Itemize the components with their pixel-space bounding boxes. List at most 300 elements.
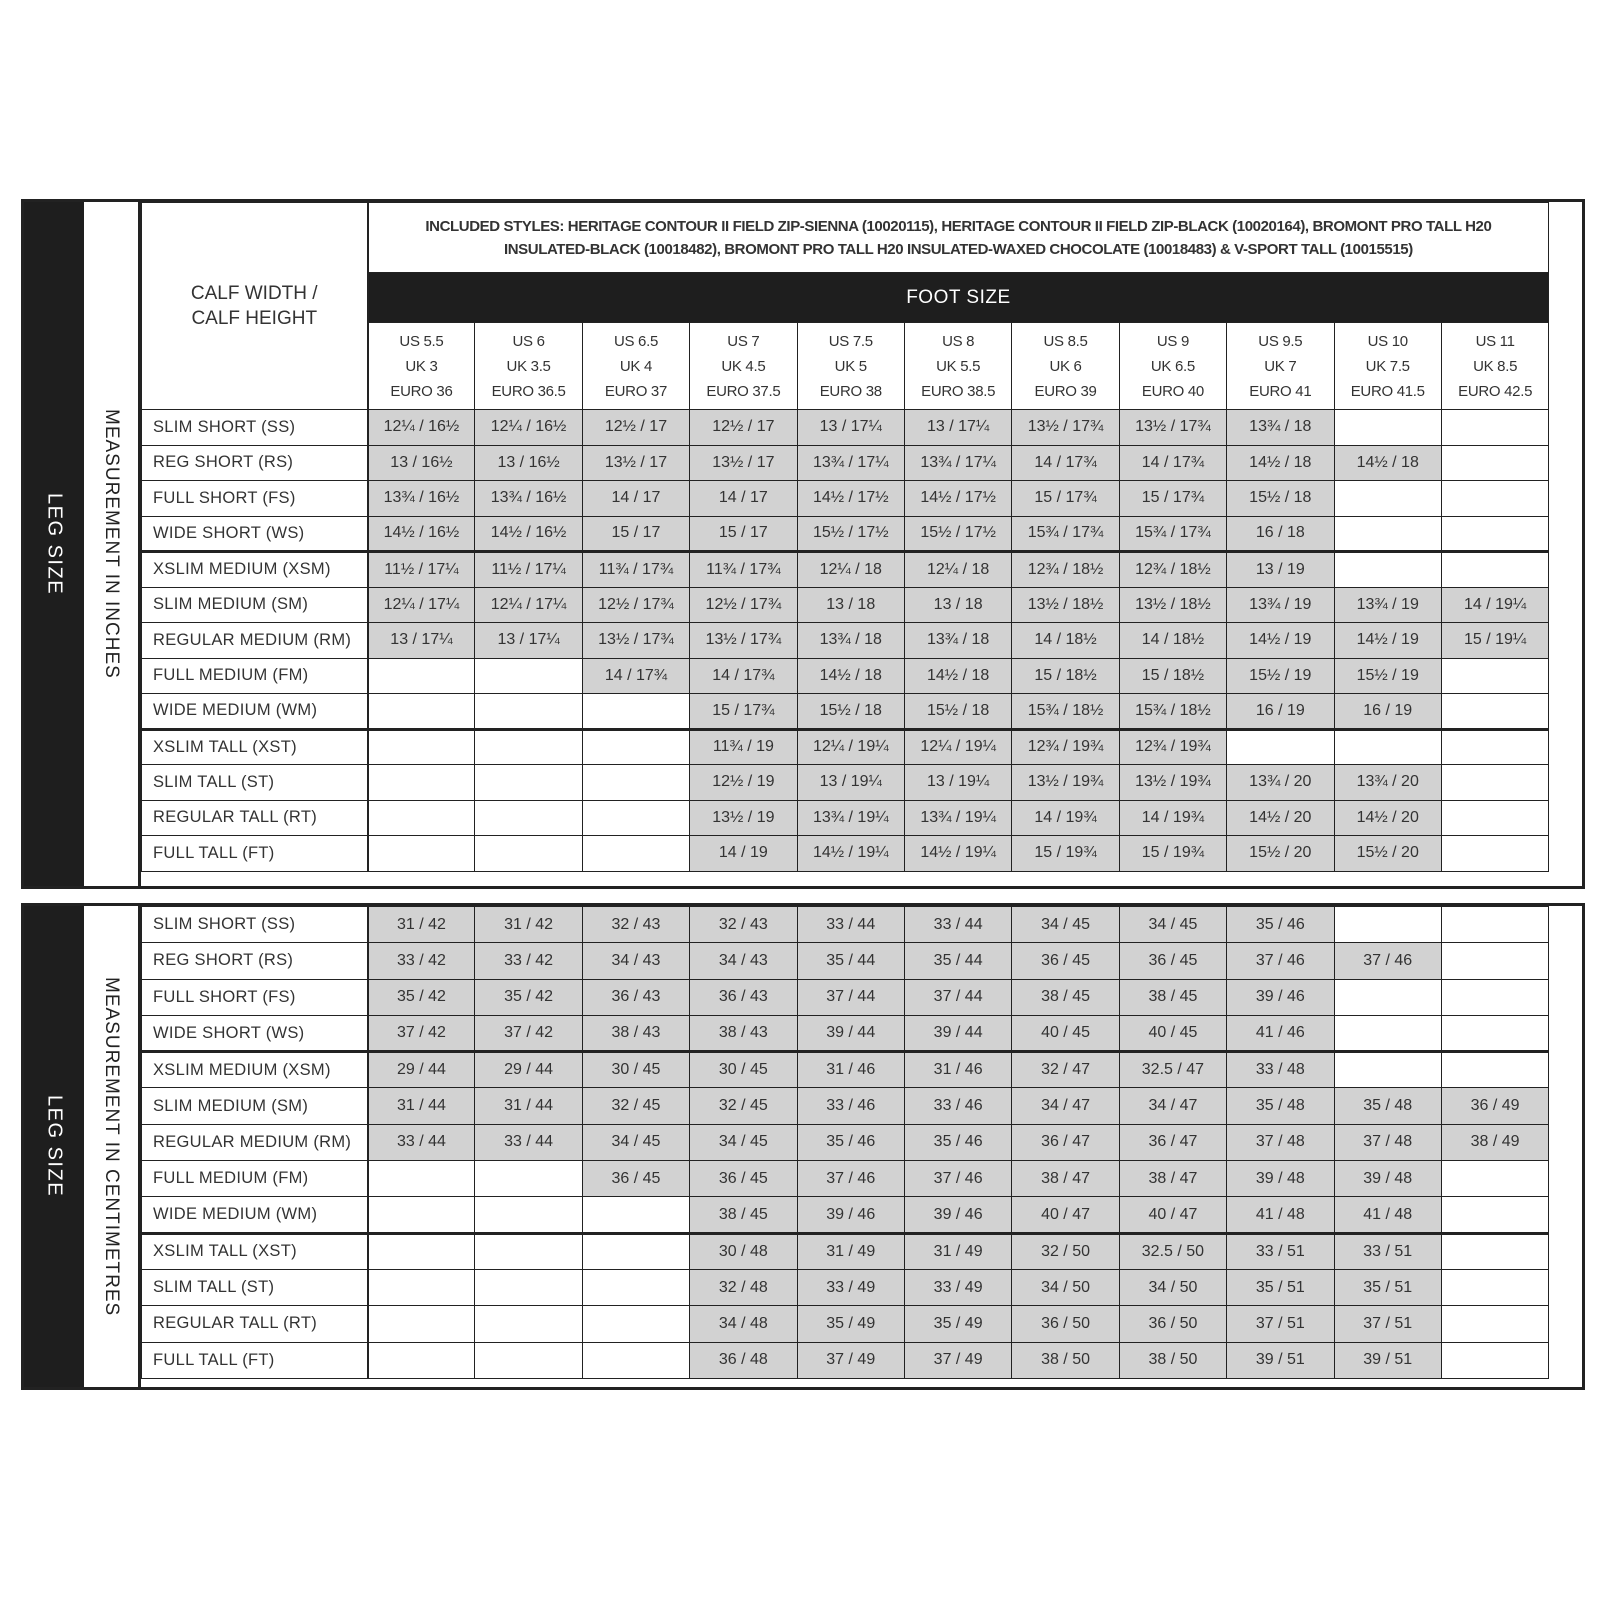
measurement-cell [1441,552,1548,588]
measurement-cell: 13 / 19 [1227,552,1334,588]
measurement-cell: 32 / 45 [690,1088,797,1124]
measurement-cell: 33 / 44 [904,907,1011,943]
measurement-cell: 39 / 46 [904,1197,1011,1233]
measurement-cell: 15 / 17¾ [1012,481,1119,517]
measurement-cell: 12¼ / 18 [904,552,1011,588]
table-row [142,1269,1549,1305]
measurement-cell: 41 / 48 [1227,1197,1334,1233]
measurement-cell: 12½ / 17 [690,410,797,446]
measurement-cell: 39 / 48 [1334,1161,1441,1197]
measurement-cell [368,729,475,765]
measurement-cell: 36 / 50 [1119,1306,1226,1342]
measurement-cell: 15 / 17 [582,516,689,552]
measurement-cell: 11½ / 17¼ [475,552,582,588]
measurement-cell: 13 / 19¼ [904,765,1011,801]
measurement-cell [582,1342,689,1378]
measurement-cell: 38 / 45 [1119,979,1226,1015]
measurement-cell: 33 / 44 [475,1124,582,1160]
measurement-cell [582,836,689,872]
measurement-cell: 11¾ / 17¾ [582,552,689,588]
table-row [142,907,1549,943]
measurement-cell [368,1306,475,1342]
measurement-cell: 37 / 49 [904,1342,1011,1378]
measurement-cell: 32 / 45 [582,1088,689,1124]
measurement-cell [1441,1233,1548,1269]
leg-size-bar [24,906,84,1387]
measurement-cell: 13½ / 19¾ [1119,765,1226,801]
measurement-cell: 37 / 46 [904,1161,1011,1197]
leg-size-row-label: XSLIM MEDIUM (XSM) [142,552,368,588]
table-row [142,765,1549,801]
leg-size-row-label: FULL SHORT (FS) [142,979,368,1015]
measurement-cell: 13½ / 19¾ [1012,765,1119,801]
measurement-cell [1441,836,1548,872]
measurement-cell: 13½ / 17 [582,445,689,481]
measurement-cell: 38 / 49 [1441,1124,1548,1160]
measurement-cell: 14 / 17¾ [1119,445,1226,481]
measurement-cell: 33 / 42 [475,943,582,979]
measurement-cell: 12½ / 17¾ [582,587,689,623]
measurement-cell: 35 / 44 [904,943,1011,979]
measurement-cell: 14½ / 19 [1334,623,1441,659]
measurement-cell [582,694,689,730]
measurement-cell: 15½ / 18 [1227,481,1334,517]
measurement-cell: 39 / 44 [904,1015,1011,1051]
leg-size-row-label: REGULAR TALL (RT) [142,1306,368,1342]
measurement-cell: 14 / 17 [582,481,689,517]
measurement-cell: 15 / 18½ [1012,658,1119,694]
measurement-cell: 30 / 45 [582,1052,689,1088]
table-row [142,729,1549,765]
measurement-cell: 34 / 48 [690,1306,797,1342]
measurement-cell: 14½ / 20 [1334,800,1441,836]
table-row [142,587,1549,623]
measurement-cell: 13 / 19¼ [797,765,904,801]
size-euro: EURO 38 [819,382,882,400]
leg-size-row-label: WIDE MEDIUM (WM) [142,1197,368,1233]
measurement-cell: 38 / 43 [690,1015,797,1051]
measurement-cell [1441,943,1548,979]
foot-size-header: FOOT SIZE [368,273,1549,323]
measurement-cell: 40 / 45 [1119,1015,1226,1051]
measurement-cell: 35 / 42 [475,979,582,1015]
measurement-cell [1334,552,1441,588]
measurement-cell: 13¾ / 19¼ [904,800,1011,836]
measurement-cell [1441,694,1548,730]
measurement-cell: 14 / 18½ [1012,623,1119,659]
size-uk: UK 5.5 [936,357,981,375]
unit-label-centimetres: MEASUREMENT IN CENTIMETRES [101,976,122,1317]
measurement-cell [368,694,475,730]
measurement-cell: 13½ / 17¾ [1119,410,1226,446]
measurement-cell [368,765,475,801]
measurement-cell: 34 / 47 [1012,1088,1119,1124]
measurement-cell: 13¾ / 18 [797,623,904,659]
measurement-cell: 14 / 17¾ [582,658,689,694]
measurement-cell: 13½ / 18½ [1012,587,1119,623]
measurement-cell: 40 / 47 [1119,1197,1226,1233]
measurement-cell: 37 / 46 [1227,943,1334,979]
leg-size-row-label: WIDE SHORT (WS) [142,1015,368,1051]
leg-size-row-label: SLIM MEDIUM (SM) [142,587,368,623]
size-us: US 6 [512,332,545,350]
measurement-cell: 40 / 45 [1012,1015,1119,1051]
calf-header-line2: CALF HEIGHT [191,308,318,329]
calf-header-line1: CALF WIDTH / [190,283,318,304]
measurement-cell: 33 / 51 [1227,1233,1334,1269]
measurement-cell: 36 / 47 [1012,1124,1119,1160]
measurement-cell: 15 / 17¾ [1119,481,1226,517]
measurement-cell: 13¾ / 20 [1334,765,1441,801]
measurement-cell: 32.5 / 50 [1119,1233,1226,1269]
leg-size-row-label: FULL TALL (FT) [142,1342,368,1378]
measurement-cell: 15¾ / 17¾ [1012,516,1119,552]
measurement-cell: 12¼ / 17¼ [475,587,582,623]
measurement-cell: 13 / 16½ [368,445,475,481]
size-header-cell [1441,323,1548,410]
leg-size-row-label: FULL TALL (FT) [142,836,368,872]
measurement-cell: 15 / 19¼ [1441,623,1548,659]
measurement-cell [1441,800,1548,836]
measurement-cell: 13½ / 17¾ [690,623,797,659]
table-row [142,516,1549,552]
measurement-cell: 41 / 46 [1227,1015,1334,1051]
leg-size-row-label: SLIM SHORT (SS) [142,410,368,446]
table-row [142,1052,1549,1088]
leg-size-row-label: SLIM SHORT (SS) [142,907,368,943]
measurement-cell: 12¼ / 17¼ [368,587,475,623]
measurement-cell: 14 / 19¾ [1119,800,1226,836]
measurement-cell: 35 / 46 [1227,907,1334,943]
table-row [142,658,1549,694]
measurement-cell [582,1197,689,1233]
measurement-cell [368,1342,475,1378]
measurement-cell: 36 / 50 [1012,1306,1119,1342]
measurement-cell: 34 / 43 [690,943,797,979]
table-row [142,1124,1549,1160]
measurement-cell: 15 / 17 [690,516,797,552]
measurement-cell: 13¾ / 18 [1227,410,1334,446]
measurement-cell: 30 / 45 [690,1052,797,1088]
measurement-cell: 39 / 46 [797,1197,904,1233]
measurement-cell: 13¾ / 19¼ [797,800,904,836]
measurement-cell [1441,907,1548,943]
measurement-cell: 15½ / 17½ [904,516,1011,552]
size-us: US 7 [727,332,760,350]
measurement-cell [368,658,475,694]
measurement-cell: 32 / 43 [582,907,689,943]
measurement-cell: 35 / 42 [368,979,475,1015]
measurement-cell: 34 / 45 [582,1124,689,1160]
size-euro: EURO 38.5 [921,382,996,400]
measurement-cell: 13½ / 19 [690,800,797,836]
leg-size-row-label: REGULAR MEDIUM (RM) [142,1124,368,1160]
measurement-cell: 12¾ / 19¾ [1012,729,1119,765]
measurement-cell: 33 / 49 [797,1269,904,1305]
measurement-cell: 14 / 19¼ [1441,587,1548,623]
measurement-cell: 36 / 45 [690,1161,797,1197]
measurement-cell: 41 / 48 [1334,1197,1441,1233]
centimetres-table [141,906,1549,1379]
size-header-cell [1012,323,1119,410]
measurement-cell: 37 / 48 [1227,1124,1334,1160]
measurement-cell: 12¼ / 16½ [475,410,582,446]
measurement-cell [475,765,582,801]
measurement-cell: 35 / 51 [1227,1269,1334,1305]
size-header-cell [368,323,475,410]
measurement-cell: 31 / 44 [368,1088,475,1124]
measurement-cell: 14 / 17¾ [690,658,797,694]
table-row [142,1015,1549,1051]
measurement-cell: 32.5 / 47 [1119,1052,1226,1088]
measurement-cell [475,800,582,836]
measurement-cell: 38 / 47 [1119,1161,1226,1197]
measurement-cell: 15½ / 19 [1227,658,1334,694]
measurement-cell [582,765,689,801]
measurement-cell: 38 / 45 [690,1197,797,1233]
measurement-cell: 14½ / 16½ [475,516,582,552]
size-us: US 9 [1156,332,1189,350]
leg-size-label: LEG SIZE [43,1095,66,1198]
measurement-cell: 35 / 48 [1334,1088,1441,1124]
size-header-cell [582,323,689,410]
measurement-cell: 34 / 45 [1012,907,1119,943]
measurement-cell: 14 / 19 [690,836,797,872]
leg-size-row-label: FULL MEDIUM (FM) [142,1161,368,1197]
measurement-cell: 35 / 46 [797,1124,904,1160]
size-uk: UK 6.5 [1150,357,1195,375]
measurement-cell: 37 / 44 [904,979,1011,1015]
measurement-cell: 33 / 44 [368,1124,475,1160]
measurement-cell: 36 / 49 [1441,1088,1548,1124]
measurement-cell: 34 / 43 [582,943,689,979]
measurement-cell: 34 / 45 [690,1124,797,1160]
measurement-cell [368,800,475,836]
measurement-cell: 38 / 50 [1012,1342,1119,1378]
measurement-cell: 37 / 46 [1334,943,1441,979]
table-row [142,979,1549,1015]
size-euro: EURO 41 [1249,382,1312,400]
measurement-cell [475,1269,582,1305]
measurement-cell: 13¾ / 19 [1334,587,1441,623]
measurement-cell: 37 / 46 [797,1161,904,1197]
size-euro: EURO 39 [1034,382,1097,400]
measurement-cell: 14½ / 16½ [368,516,475,552]
measurement-cell: 12½ / 19 [690,765,797,801]
measurement-cell: 37 / 48 [1334,1124,1441,1160]
measurement-cell [475,694,582,730]
measurement-cell [368,1269,475,1305]
measurement-cell: 13 / 18 [797,587,904,623]
size-header-cell [690,323,797,410]
leg-size-bar [24,202,84,886]
measurement-cell: 37 / 42 [368,1015,475,1051]
unit-bar-centimetres [84,906,141,1387]
measurement-cell: 14½ / 18 [904,658,1011,694]
size-header-cell [1119,323,1226,410]
measurement-cell [368,1197,475,1233]
table-row [142,623,1549,659]
table-row [142,694,1549,730]
measurement-cell: 15 / 18½ [1119,658,1226,694]
measurement-cell: 36 / 45 [1119,943,1226,979]
measurement-cell: 36 / 43 [690,979,797,1015]
size-uk: UK 8.5 [1473,357,1518,375]
measurement-cell: 32 / 43 [690,907,797,943]
measurement-cell: 14 / 19¾ [1012,800,1119,836]
size-euro: EURO 37 [604,382,668,400]
measurement-cell: 15¾ / 18½ [1119,694,1226,730]
measurement-cell: 32 / 48 [690,1269,797,1305]
leg-size-row-label: FULL SHORT (FS) [142,481,368,517]
measurement-cell: 36 / 45 [582,1161,689,1197]
table-row [142,1233,1549,1269]
measurement-cell: 15¾ / 17¾ [1119,516,1226,552]
table-row [142,943,1549,979]
measurement-cell: 36 / 48 [690,1342,797,1378]
table-row [142,1197,1549,1233]
measurement-cell: 34 / 47 [1119,1088,1226,1124]
calf-header [142,203,368,410]
measurement-cell: 30 / 48 [690,1233,797,1269]
measurement-cell: 33 / 48 [1227,1052,1334,1088]
measurement-cell: 15 / 19¾ [1119,836,1226,872]
size-euro: EURO 37.5 [706,382,781,400]
measurement-cell: 35 / 48 [1227,1088,1334,1124]
measurement-cell: 33 / 44 [797,907,904,943]
measurement-cell: 31 / 49 [797,1233,904,1269]
measurement-cell [1441,516,1548,552]
measurement-cell: 35 / 46 [904,1124,1011,1160]
measurement-cell: 13 / 17¼ [475,623,582,659]
size-uk: UK 4.5 [721,357,766,375]
size-euro: EURO 36.5 [491,382,566,400]
measurement-cell: 33 / 46 [904,1088,1011,1124]
measurement-cell: 29 / 44 [475,1052,582,1088]
measurement-cell: 13½ / 18½ [1119,587,1226,623]
measurement-cell [475,729,582,765]
measurement-cell: 14½ / 17½ [904,481,1011,517]
measurement-cell: 38 / 50 [1119,1342,1226,1378]
measurement-cell [1227,729,1334,765]
measurement-cell: 12½ / 17 [582,410,689,446]
measurement-cell: 13½ / 17¾ [582,623,689,659]
measurement-cell [1441,979,1548,1015]
leg-size-label: LEG SIZE [43,492,66,596]
table-row [142,445,1549,481]
leg-size-row-label: REG SHORT (RS) [142,943,368,979]
measurement-cell: 38 / 43 [582,1015,689,1051]
measurement-cell: 14½ / 18 [1227,445,1334,481]
measurement-cell: 13¾ / 17¼ [797,445,904,481]
measurement-cell: 16 / 19 [1227,694,1334,730]
measurement-cell: 14 / 17¾ [1012,445,1119,481]
measurement-cell: 39 / 44 [797,1015,904,1051]
table-row [142,800,1549,836]
measurement-cell: 33 / 51 [1334,1233,1441,1269]
measurement-cell: 13¾ / 17¼ [904,445,1011,481]
measurement-cell: 33 / 42 [368,943,475,979]
measurement-cell [582,1233,689,1269]
measurement-cell: 13½ / 17¾ [1012,410,1119,446]
measurement-cell: 14 / 17 [690,481,797,517]
leg-size-row-label: WIDE SHORT (WS) [142,516,368,552]
size-uk: UK 4 [619,357,653,375]
leg-size-row-label: XSLIM TALL (XST) [142,729,368,765]
size-us: US 7.5 [828,332,873,350]
measurement-cell: 13 / 17¼ [797,410,904,446]
measurement-cell: 11¾ / 17¾ [690,552,797,588]
size-header-cell [904,323,1011,410]
measurement-cell: 31 / 49 [904,1233,1011,1269]
table-row [142,410,1549,446]
measurement-cell [1334,410,1441,446]
size-uk: UK 3 [405,357,438,375]
measurement-cell [1441,1052,1548,1088]
size-euro: EURO 40 [1141,382,1204,400]
size-us: US 8 [942,332,975,350]
table-row [142,552,1549,588]
measurement-cell: 13¾ / 16½ [368,481,475,517]
measurement-cell: 36 / 43 [582,979,689,1015]
measurement-cell: 37 / 49 [797,1342,904,1378]
measurement-cell [1441,1197,1548,1233]
measurement-cell [1441,658,1548,694]
size-us: US 5.5 [399,332,444,350]
measurement-cell: 13 / 17¼ [368,623,475,659]
measurement-cell: 14½ / 18 [1334,445,1441,481]
leg-size-row-label: REGULAR MEDIUM (RM) [142,623,368,659]
table-row [142,836,1549,872]
measurement-cell: 15½ / 19 [1334,658,1441,694]
measurement-cell: 40 / 47 [1012,1197,1119,1233]
size-header-cell [1334,323,1441,410]
measurement-cell: 32 / 50 [1012,1233,1119,1269]
measurement-cell [1441,1161,1548,1197]
measurement-cell: 13½ / 17 [690,445,797,481]
measurement-cell: 35 / 44 [797,943,904,979]
measurement-cell: 12¼ / 19¼ [904,729,1011,765]
measurement-cell: 31 / 46 [904,1052,1011,1088]
leg-size-row-label: XSLIM TALL (XST) [142,1233,368,1269]
measurement-cell [582,1306,689,1342]
measurement-cell: 14½ / 19¼ [904,836,1011,872]
measurement-cell [1334,979,1441,1015]
measurement-cell: 35 / 49 [797,1306,904,1342]
measurement-cell: 12¾ / 18½ [1012,552,1119,588]
measurement-cell: 36 / 47 [1119,1124,1226,1160]
size-us: US 11 [1475,332,1515,350]
measurement-cell [582,729,689,765]
measurement-cell: 12¼ / 16½ [368,410,475,446]
leg-size-row-label: SLIM TALL (ST) [142,1269,368,1305]
size-uk: UK 7 [1264,357,1297,375]
measurement-cell: 33 / 46 [797,1088,904,1124]
measurement-cell [1441,1306,1548,1342]
size-uk: UK 7.5 [1365,357,1410,375]
size-uk: UK 6 [1049,357,1082,375]
measurement-cell [1334,907,1441,943]
measurement-cell: 15½ / 17½ [797,516,904,552]
size-euro: EURO 41.5 [1350,382,1425,400]
measurement-cell: 29 / 44 [368,1052,475,1088]
measurement-cell: 35 / 49 [904,1306,1011,1342]
measurement-cell [1441,729,1548,765]
measurement-cell: 12¾ / 19¾ [1119,729,1226,765]
measurement-cell: 34 / 45 [1119,907,1226,943]
measurement-cell [1441,410,1548,446]
measurement-cell: 15 / 17¾ [690,694,797,730]
